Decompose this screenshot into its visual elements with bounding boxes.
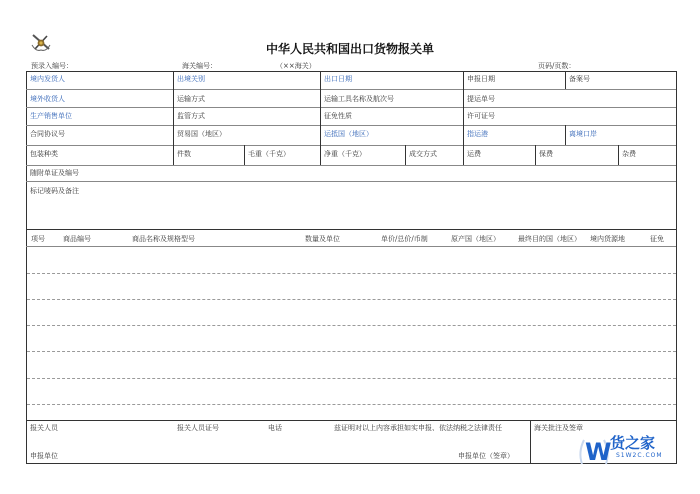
field-bill-no: 提运单号 xyxy=(467,95,495,103)
field-transport-mode: 运输方式 xyxy=(177,95,205,103)
field-package-type: 包装种类 xyxy=(30,150,58,158)
field-declare-date: 申报日期 xyxy=(467,75,495,83)
field-contract-no: 合同协议号 xyxy=(30,130,65,138)
wheat-laurel-icon xyxy=(576,430,612,470)
field-net-weight: 净重（千克） xyxy=(324,150,366,158)
field-marks-remarks: 标记唛码及备注 xyxy=(30,187,79,195)
field-overseas-consignee: 境外收货人 xyxy=(30,95,65,103)
col-domestic-source: 境内货源地 xyxy=(590,235,625,243)
col-origin-country: 原产国（地区） xyxy=(451,235,500,243)
field-tax-nature: 征免性质 xyxy=(324,112,352,120)
footer-phone: 电话 xyxy=(268,424,282,432)
field-exit-port: 离境口岸 xyxy=(569,130,597,138)
col-item-no: 项号 xyxy=(31,235,45,243)
col-final-destination: 最终目的国（地区） xyxy=(518,235,581,243)
field-insurance: 保费 xyxy=(539,150,553,158)
field-misc-fee: 杂费 xyxy=(622,150,636,158)
field-pieces: 件数 xyxy=(177,150,191,158)
footer-declarant: 报关人员 xyxy=(30,424,58,432)
watermark-brand-url: S1W2C.COM xyxy=(616,452,663,459)
col-tax-exemption: 征免 xyxy=(650,235,664,243)
field-destination-port: 指运港 xyxy=(467,130,488,138)
field-attached-docs: 随附单证及编号 xyxy=(30,169,79,177)
footer-declarant-cert: 报关人员证号 xyxy=(177,424,219,432)
customs-name-label: （××海关） xyxy=(276,62,316,70)
col-price-currency: 单价/总价/币制 xyxy=(381,235,428,243)
footer-statement: 兹证明对以上内容承担如实申报、依法纳税之法律责任 xyxy=(334,424,502,432)
footer-declare-unit-seal: 申报单位（签章） xyxy=(458,452,514,460)
col-quantity-unit: 数量及单位 xyxy=(305,235,340,243)
field-production-unit: 生产销售单位 xyxy=(30,112,72,120)
svg-text:W: W xyxy=(585,438,612,466)
field-gross-weight: 毛重（千克） xyxy=(248,150,290,158)
watermark-brand-cn: 货之家 xyxy=(610,434,656,452)
col-commodity-name: 商品名称及规格型号 xyxy=(132,235,195,243)
footer-declare-unit: 申报单位 xyxy=(30,452,58,460)
field-transport-name: 运输工具名称及航次号 xyxy=(324,95,394,103)
field-transaction-mode: 成交方式 xyxy=(409,150,437,158)
form-title: 中华人民共和国出口货物报关单 xyxy=(265,42,434,56)
watermark-logo xyxy=(576,428,688,480)
field-record-no: 备案号 xyxy=(569,75,590,83)
field-domestic-shipper: 境内发货人 xyxy=(30,75,65,83)
field-supervision-mode: 监管方式 xyxy=(177,112,205,120)
field-license-no: 许可证号 xyxy=(467,112,495,120)
field-trade-country: 贸易国（地区） xyxy=(177,130,226,138)
field-export-date: 出口日期 xyxy=(324,75,352,83)
field-exit-customs: 出境关别 xyxy=(177,75,205,83)
customs-no-label: 海关编号： xyxy=(182,62,217,70)
footer-customs-remarks: 海关批注及签章 xyxy=(534,424,583,432)
field-freight: 运费 xyxy=(467,150,481,158)
col-commodity-code: 商品编号 xyxy=(63,235,91,243)
field-destination-country: 运抵国（地区） xyxy=(324,130,373,138)
page-no-label: 页码/页数： xyxy=(538,62,576,70)
preentry-no-label: 预录入编号： xyxy=(31,62,73,70)
